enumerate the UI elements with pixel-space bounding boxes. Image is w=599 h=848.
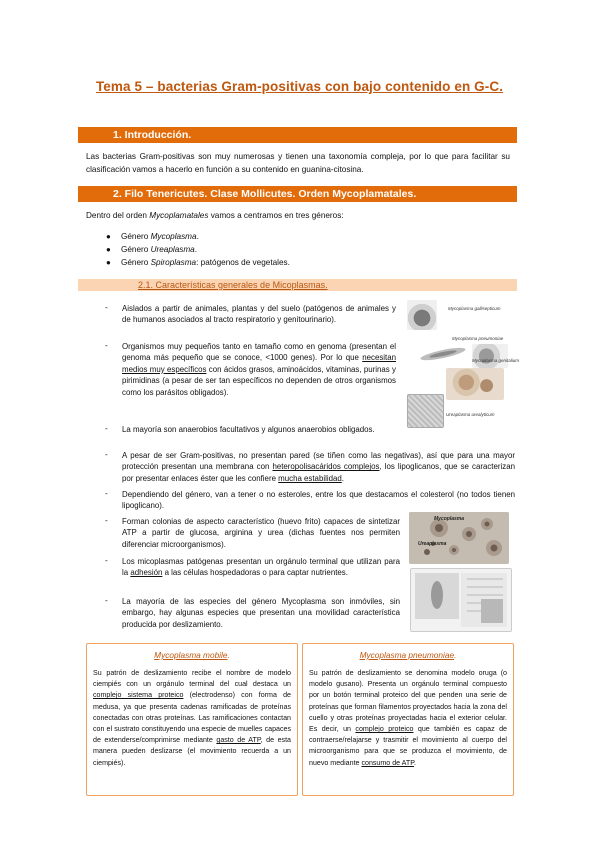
bullet-icon: ● — [106, 245, 111, 254]
box-title: Mycoplasma mobile. — [154, 650, 230, 660]
list-item: ● Género Ureaplasma. — [121, 244, 197, 257]
list-item: A pesar de ser Gram-positivas, no presentan pared (se tiñen como las negativas), así que para una mayor protección presentan una membrana con heteropolisacáridos complejos, los lipoglicanos, que se caracterizan por presentar enlaces éster que les confiere mucha estabilidad. — [122, 451, 515, 483]
list-item: Los micoplasmas patógenas presentan un orgánulo terminal que utilizan para la adhesión a las células hospedadoras o para captar nutrientes. — [122, 557, 400, 578]
section-1-heading: 1. Introducción. — [113, 129, 192, 141]
micrograph-ureaplasma-urealyticum — [407, 394, 444, 428]
dash-bullet: - — [105, 424, 108, 433]
figure-caption: Mycoplasma — [434, 516, 465, 522]
dash-bullet: - — [105, 489, 108, 498]
list-item: Organismos muy pequeños tanto en tamaño como en genoma (presentan el genoma más pequeño que se conoce, <1000 genes). Por lo que necesitan medios muy específicos con ácidos grasos, aminoácidos, vitaminas, purinas y pirimidinas (a pesar de ser tan específicos no dependen de otros organismos como los parásitos obligados). — [122, 342, 396, 397]
list-item: ● Género Spiroplasma: patógenos de vegetales. — [121, 257, 290, 270]
intro-prefix: Dentro del orden — [86, 211, 150, 220]
dash-bullet: - — [105, 596, 108, 605]
intro-order-name: Mycoplamatales — [149, 211, 209, 220]
list-item: La mayoría de las especies del género Mycoplasma son inmóviles, sin embargo, hay algunas especies que presentan una movilidad característica producida por deslizamiento. — [122, 597, 400, 629]
box-mycoplasma-pneumoniae — [302, 643, 514, 796]
micrograph-mycoplasma-genitalium — [472, 344, 508, 368]
page-title: Tema 5 – bacterias Gram-positivas con bajo contenido en G-C. — [95, 79, 504, 94]
section-2-heading: 2. Filo Tenericutes. Clase Mollicutes. Orden Mycoplamatales. — [113, 188, 417, 200]
figure-caption: Ureaplasma — [418, 541, 447, 547]
dash-bullet: - — [105, 556, 108, 565]
box-text: Su patrón de deslizamiento recibe el nombre de modelo ciempiés con un orgánulo terminal del cual destaca un complejo sistema proteico (electrodenso) con forma de medusa, ya que presenta cadenas ramificadas de proteínas conectadas con otras proteínas. Las ramificaciones contactan con el sustrato constituyendo una especie de muelles capaces de extenderse/comprimirse mediante gasto de ATP, de esta manera pueden deslizarse (el movimiento recuerda a un ciempiés). — [93, 669, 291, 767]
section-2-1-heading: 2.1. Características generales de Micoplasmas. — [138, 280, 328, 290]
micrograph-mycoplasma-pneumoniae — [418, 346, 468, 362]
list-item: ● Género Mycoplasma. — [121, 231, 199, 244]
figure-caption: Mycoplasma pneumoniae — [452, 336, 504, 341]
bullet-icon: ● — [106, 258, 111, 267]
dash-bullet: - — [105, 516, 108, 525]
figure-caption: Mycoplasma genitalium — [472, 358, 520, 363]
bullet-icon: ● — [106, 232, 111, 241]
section-1-header — [78, 127, 517, 143]
terminal-organelle-diagram — [410, 568, 512, 632]
section-2-intro — [86, 210, 510, 223]
section-1-text: Las bacterias Gram-positivas son muy numerosas y tienen una taxonomía compleja, por lo que para facilitar su clasificación vamos a hacerlo en función a su contenido en guanina-citosina. — [86, 152, 510, 174]
section-2-header — [78, 186, 517, 202]
list-item: Forman colonias de aspecto característico (huevo frito) capaces de sintetizar ATP a partir de glucosa, arginina y urea (dichas fuentes nos permiten diferenciar microorganismos). — [122, 517, 400, 549]
dash-bullet: - — [105, 303, 108, 312]
box-text: Su patrón de deslizamiento se denomina modelo oruga (o modelo gusano). Presenta un orgánulo terminal compuesto por un botón terminal proteico del que penden una serie de proteínas que forman filamentos proyectados hacia la zona del cuello y otras proteínas proyectadas hacia el exterior celular. Es decir, un complejo proteico que también es capaz de contraerse/relajarse y trasmitir el movimiento al cuerpo del microorganismo para que se produzca el movimiento, de nuevo mediante consumo de ATP. — [309, 669, 507, 767]
list-item: La mayoría son anaerobios facultativos y algunos anaerobios obligados. — [122, 425, 375, 434]
micrograph-mycoplasma-gallisepticum — [407, 300, 437, 330]
list-item: Aislados a partir de animales, plantas y del suelo (patógenos de animales y de humanos asociados al tracto respiratorio y genitourinario). — [122, 304, 396, 325]
micrograph-colonies — [446, 368, 504, 400]
dash-bullet: - — [105, 450, 108, 459]
dash-bullet: - — [105, 341, 108, 350]
list-item: Dependiendo del género, van a tener o no esteroles, entre los que destacamos el colesterol (no todos tienen lipoglicano). — [122, 490, 515, 511]
box-mycoplasma-mobile — [86, 643, 298, 796]
figure-caption: Ureaplasma urealyticum — [446, 412, 495, 417]
box-title: Mycoplasma pneumoniae. — [359, 650, 457, 660]
intro-suffix: vamos a centramos en tres géneros: — [208, 211, 344, 220]
figure-caption: Mycoplasma gallisepticum — [448, 306, 501, 311]
section-2-1-header — [78, 279, 517, 291]
